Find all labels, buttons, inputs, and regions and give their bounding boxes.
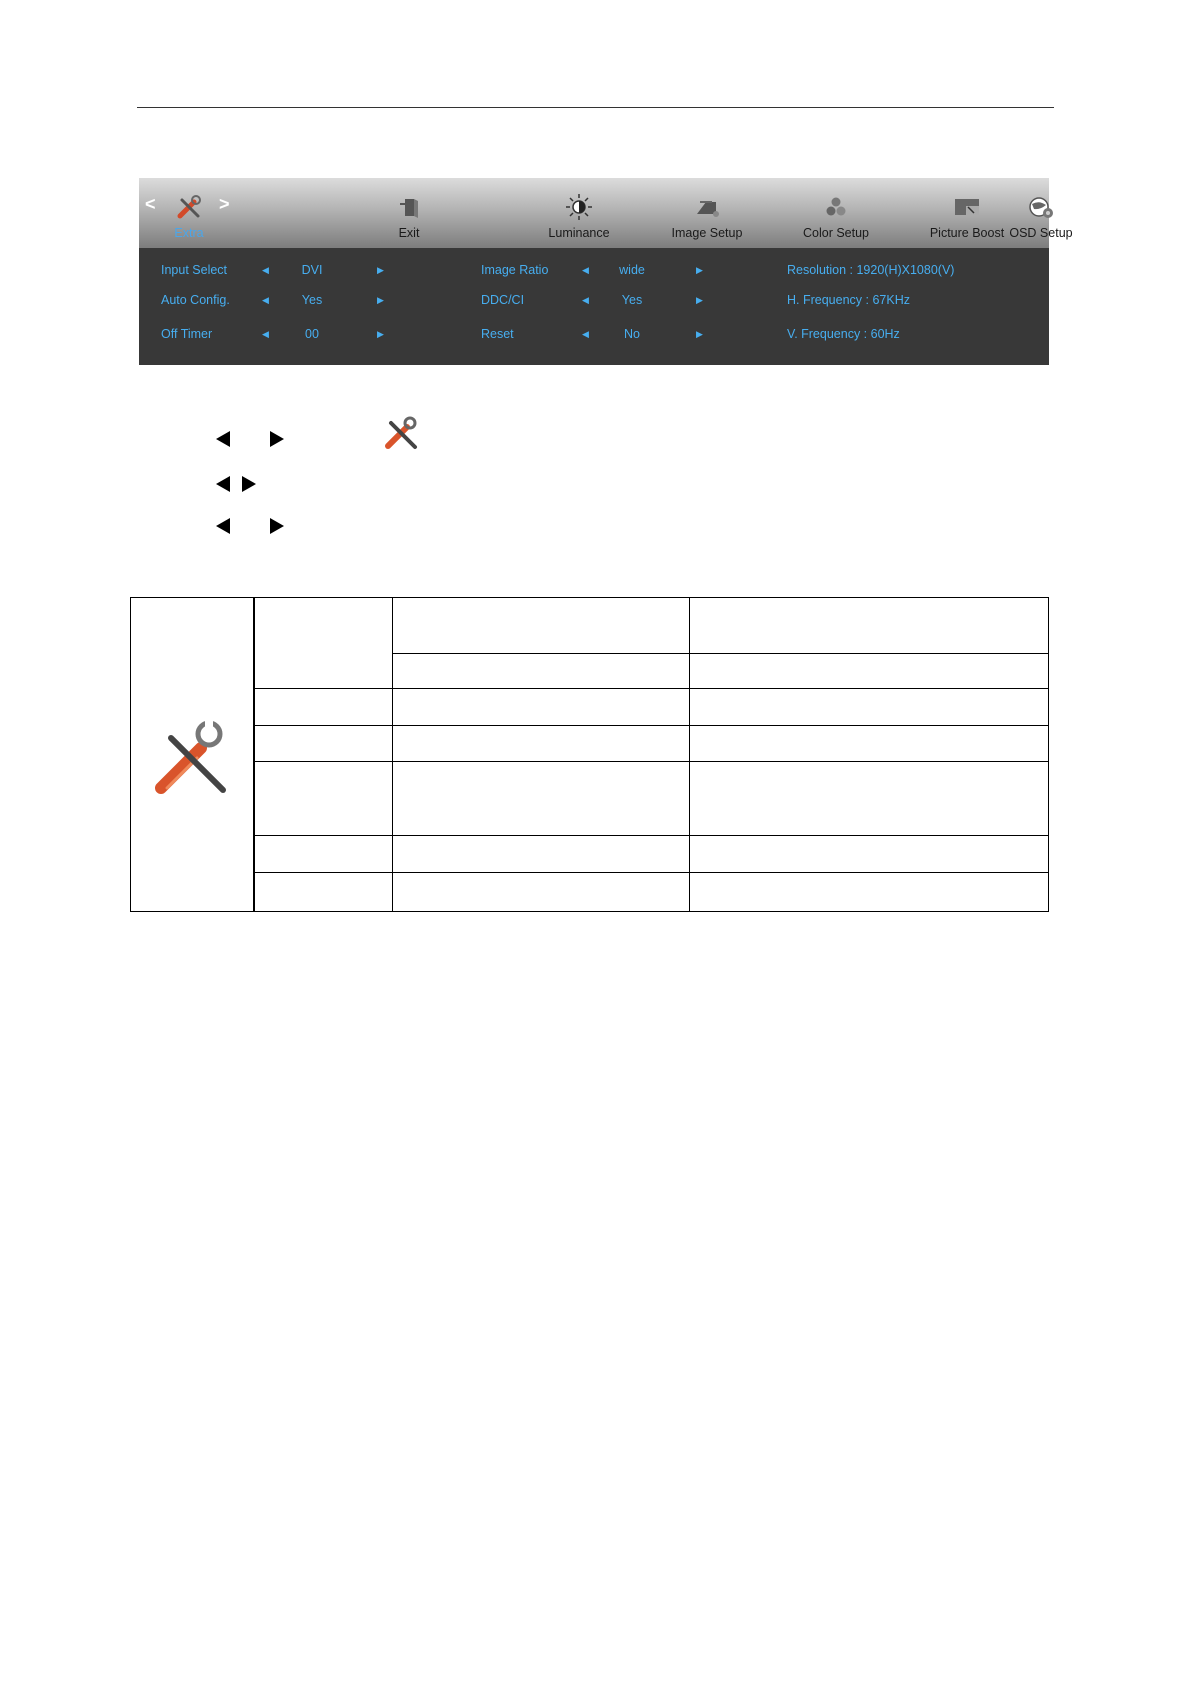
- table-cell: [254, 597, 393, 689]
- input-select-value: DVI: [301, 263, 323, 277]
- option-reset[interactable]: Reset: [481, 327, 514, 341]
- decrease-arrow[interactable]: ◀: [262, 329, 269, 339]
- resolution-info: Resolution : 1920(H)X1080(V): [787, 263, 955, 277]
- table-cell: [689, 835, 1049, 873]
- increase-arrow[interactable]: ▶: [696, 265, 703, 275]
- table-cell: [392, 653, 690, 689]
- reset-value: No: [624, 327, 640, 341]
- option-auto-config[interactable]: Auto Config.: [161, 293, 230, 307]
- table-cell: [392, 872, 690, 912]
- tab-label: Exit: [398, 226, 420, 240]
- v-frequency-info: V. Frequency : 60Hz: [787, 327, 900, 341]
- auto-config-value: Yes: [301, 293, 323, 307]
- tab-color-setup[interactable]: [781, 178, 891, 248]
- ddc-ci-value: Yes: [621, 293, 643, 307]
- tab-label: Picture Boost: [929, 226, 1005, 240]
- nav-right-arrow[interactable]: >: [219, 194, 230, 214]
- color-circles-icon: [821, 192, 851, 222]
- table-cell: [254, 688, 393, 726]
- left-button-icon: [216, 476, 230, 492]
- image-ratio-value: wide: [619, 263, 645, 277]
- h-frequency-info: H. Frequency : 67KHz: [787, 293, 910, 307]
- nav-left-arrow[interactable]: <: [145, 194, 156, 214]
- right-button-icon: [270, 431, 284, 447]
- osd-tab-bar: [139, 178, 1073, 248]
- option-image-ratio[interactable]: Image Ratio: [481, 263, 549, 277]
- osd-globe-icon: [1026, 192, 1056, 222]
- table-cell: [689, 872, 1049, 912]
- table-cell: [689, 597, 1049, 654]
- table-cell: [254, 725, 393, 762]
- image-setup-icon: [692, 192, 722, 222]
- decrease-arrow[interactable]: ◀: [582, 329, 589, 339]
- table-cell: [254, 835, 393, 873]
- increase-arrow[interactable]: ▶: [696, 329, 703, 339]
- table-cell: [392, 761, 690, 836]
- picture-boost-icon: [952, 192, 982, 222]
- increase-arrow[interactable]: ▶: [377, 265, 384, 275]
- option-input-select[interactable]: Input Select: [161, 263, 228, 277]
- osd-menu: [139, 178, 1073, 365]
- increase-arrow[interactable]: ▶: [377, 329, 384, 339]
- decrease-arrow[interactable]: ◀: [262, 265, 269, 275]
- table-icon-cell: [131, 598, 254, 911]
- decrease-arrow[interactable]: ◀: [582, 295, 589, 305]
- tab-label: Luminance: [548, 226, 610, 240]
- table-cell: [254, 761, 393, 836]
- right-button-icon: [242, 476, 256, 492]
- table-cell: [392, 725, 690, 762]
- increase-arrow[interactable]: ▶: [377, 295, 384, 305]
- table-cell: [689, 725, 1049, 762]
- tab-image-setup[interactable]: [652, 178, 762, 248]
- table-cell: [689, 761, 1049, 836]
- left-button-icon: [216, 518, 230, 534]
- osd-options-panel: [139, 248, 1049, 365]
- increase-arrow[interactable]: ▶: [696, 295, 703, 305]
- table-cell: [254, 872, 393, 912]
- decrease-arrow[interactable]: ◀: [262, 295, 269, 305]
- tools-icon: [149, 716, 233, 800]
- tools-icon: [174, 192, 204, 222]
- left-button-icon: [216, 431, 230, 447]
- table-cell: [392, 688, 690, 726]
- tab-label: Color Setup: [802, 226, 869, 240]
- table-cell: [689, 653, 1049, 689]
- header-rule: [137, 107, 1054, 108]
- tab-label: Extra: [174, 226, 204, 240]
- option-off-timer[interactable]: Off Timer: [161, 327, 213, 341]
- right-button-icon: [270, 518, 284, 534]
- tools-icon: [382, 414, 420, 452]
- off-timer-value: 00: [305, 327, 319, 341]
- sun-icon: [564, 192, 594, 222]
- tab-extra[interactable]: [139, 178, 239, 248]
- decrease-arrow[interactable]: ◀: [582, 265, 589, 275]
- option-ddc-ci[interactable]: DDC/CI: [481, 293, 525, 307]
- table-cell: [392, 835, 690, 873]
- table-cell: [689, 688, 1049, 726]
- tab-luminance[interactable]: [529, 178, 629, 248]
- exit-door-icon: [394, 192, 424, 222]
- tab-label: Image Setup: [671, 226, 743, 240]
- tab-label: OSD Setup: [1009, 226, 1073, 240]
- table-cell: [392, 597, 690, 654]
- extra-settings-table: [130, 597, 1049, 912]
